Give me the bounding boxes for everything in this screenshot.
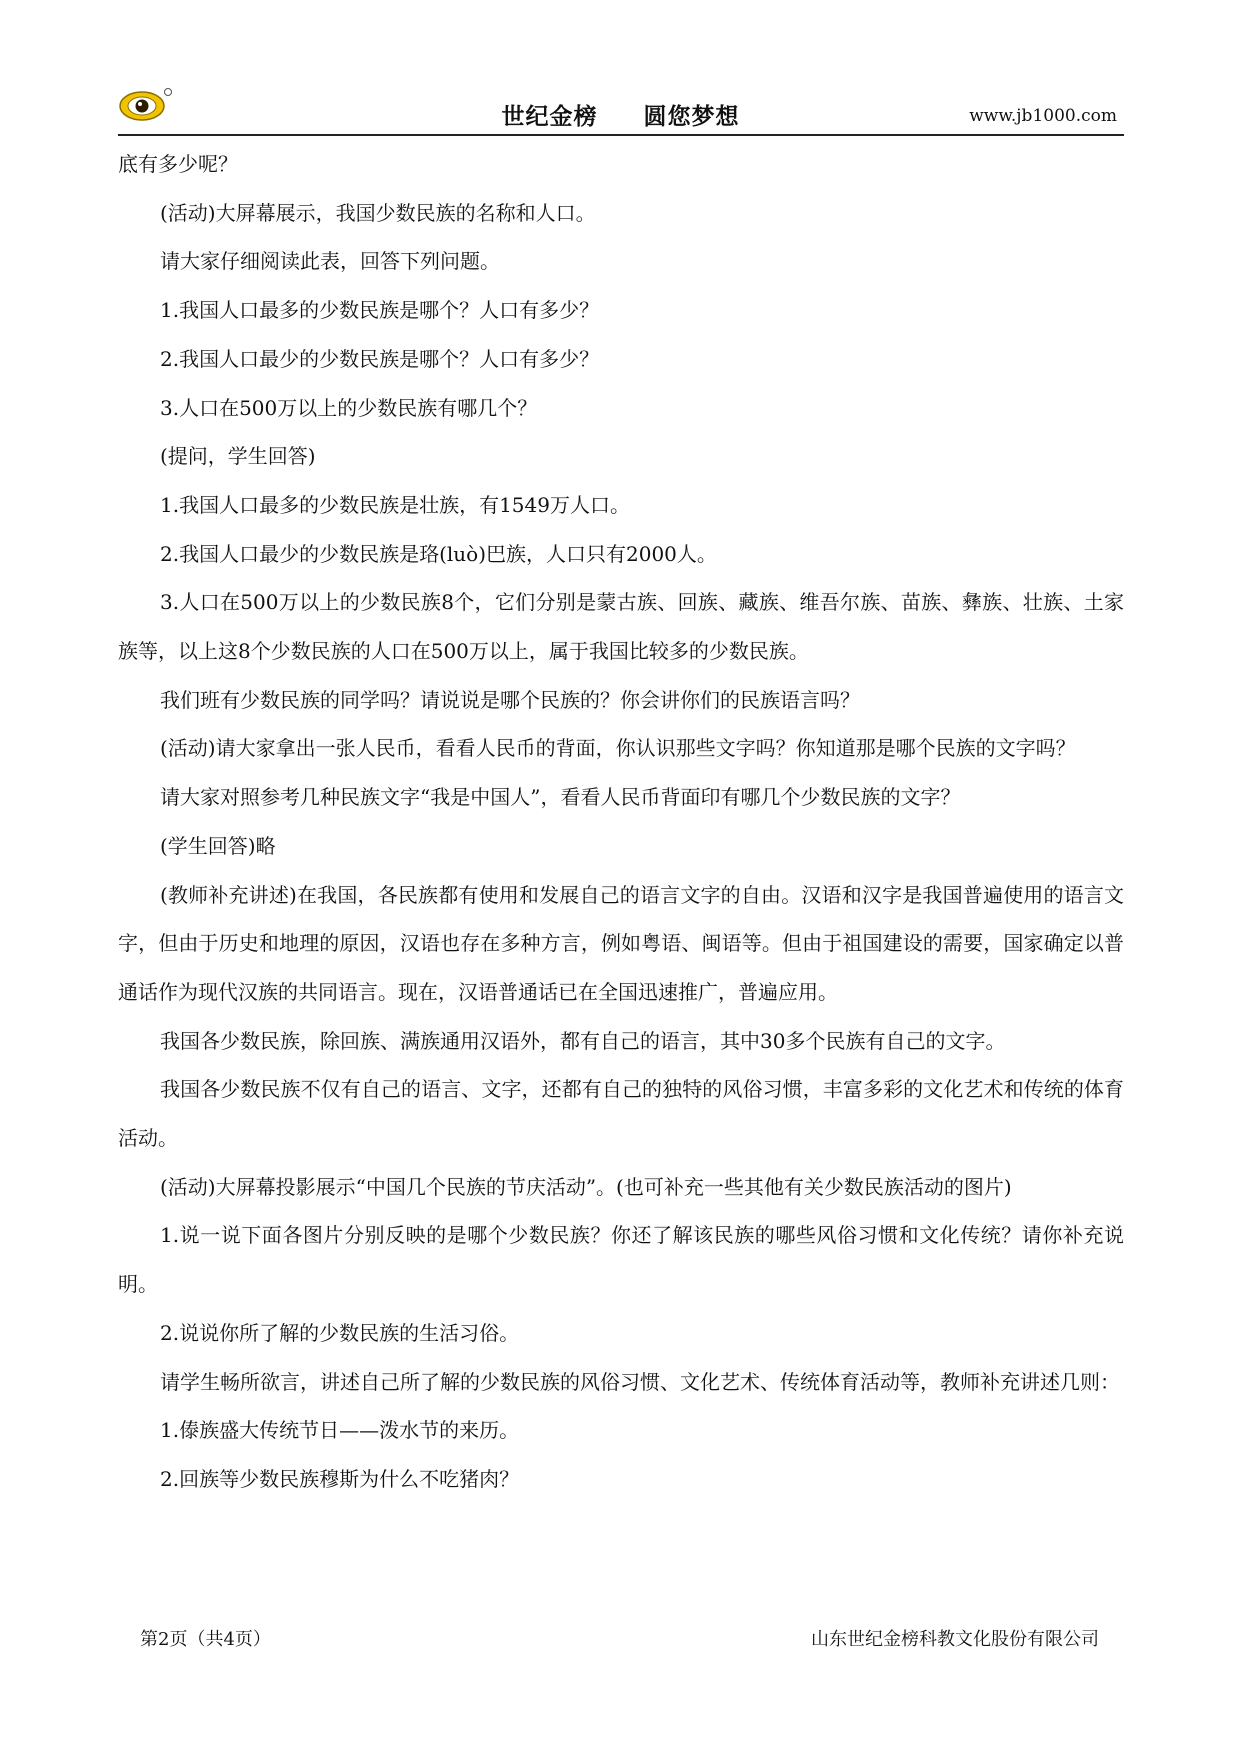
header-slogan: 圆您梦想 <box>643 104 740 130</box>
paragraph: (活动)请大家拿出一张人民币，看看人民币的背面，你认识那些文字吗？你知道那是哪个民族的文字吗？ <box>160 736 1076 761</box>
paragraph: 我们班有少数民族的同学吗？请说说是哪个民族的？你会讲你们的民族语言吗？ <box>160 687 860 712</box>
footer-company: 山东世纪金榜科教文化股份有限公司 <box>811 1629 1099 1650</box>
paragraph: 1.我国人口最多的少数民族是哪个？人口有多少？ <box>160 298 600 323</box>
header-brand: 世纪金榜 <box>501 104 598 130</box>
paragraph: 1.说一说下面各图片分别反映的是哪个少数民族？你还了解该民族的哪些风俗习惯和文化传统？请你补充说明。 <box>118 1223 1124 1297</box>
paragraph: (教师补充讲述)在我国，各民族都有使用和发展自己的语言文字的自由。汉语和汉字是我国普遍使用的语言文字，但由于历史和地理的原因，汉语也存在多种方言，例如粤语、闽语等。但由于祖国建设的需要，国家确定以普通话作为现代汉族的共同语言。现在，汉语普通话已在全国迅速推广，普遍应用。 <box>118 882 1124 1004</box>
paragraph: 我国各少数民族不仅有自己的语言、文字，还都有自己的独特的风俗习惯，丰富多彩的文化艺术和传统的体育活动。 <box>118 1077 1124 1151</box>
paragraph: 请大家对照参考几种民族文字“我是中国人”，看看人民币背面印有哪几个少数民族的文字？ <box>160 785 961 810</box>
paragraph: 请学生畅所欲言，讲述自己所了解的少数民族的风俗习惯、文化艺术、传统体育活动等，教师补充讲述几则： <box>160 1369 1120 1394</box>
paragraph: 1.我国人口最多的少数民族是壮族，有1549万人口。 <box>160 492 630 517</box>
document-body <box>118 140 1124 1504</box>
paragraph: 2.我国人口最少的少数民族是珞(luò)巴族，人口只有2000人。 <box>160 541 717 566</box>
paragraph: 1.傣族盛大传统节日——泼水节的来历。 <box>160 1418 520 1443</box>
paragraph: (活动)大屏幕展示，我国少数民族的名称和人口。 <box>160 200 596 225</box>
paragraph: (提问，学生回答) <box>160 444 316 469</box>
paragraph: 底有多少呢？ <box>118 152 238 176</box>
page-number: 第2页（共4页） <box>140 1629 271 1650</box>
header-url: www.jb1000.com <box>969 106 1117 126</box>
paragraph: (活动)大屏幕投影展示“中国几个民族的节庆活动”。(也可补充一些其他有关少数民族活动的图片) <box>160 1174 1012 1199</box>
paragraph: 3.人口在500万以上的少数民族8个，它们分别是蒙古族、回族、藏族、维吾尔族、苗族、彝族、壮族、土家族等，以上这8个少数民族的人口在500万以上，属于我国比较多的少数民族。 <box>118 590 1124 664</box>
paragraph: (学生回答)略 <box>160 833 276 858</box>
paragraph: 3.人口在500万以上的少数民族有哪几个？ <box>160 395 538 420</box>
paragraph: 2.说说你所了解的少数民族的生活习俗。 <box>160 1320 520 1345</box>
paragraph: 请大家仔细阅读此表，回答下列问题。 <box>160 249 500 274</box>
header-divider <box>118 134 1124 136</box>
paragraph: 我国各少数民族，除回族、满族通用汉语外，都有自己的语言，其中30多个民族有自己的文字。 <box>160 1028 1006 1053</box>
paragraph: 2.回族等少数民族穆斯为什么不吃猪肉？ <box>160 1466 520 1491</box>
paragraph: 2.我国人口最少的少数民族是哪个？人口有多少？ <box>160 346 600 371</box>
